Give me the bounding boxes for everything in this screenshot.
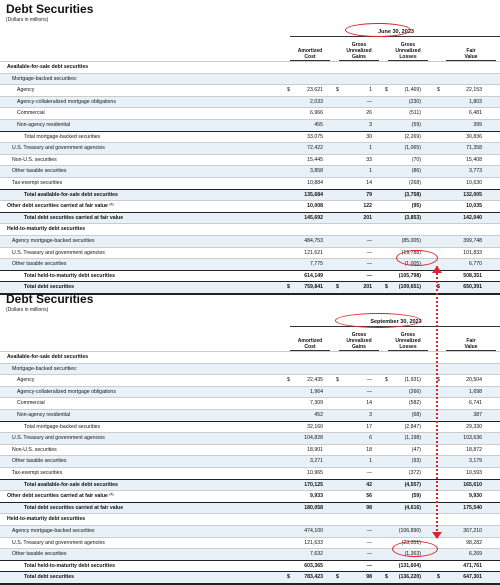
row-label: Total held-to-maturity debt securities (24, 272, 115, 279)
row-label: Total mortgage-backed securities (24, 423, 101, 430)
value-cell: 387 (473, 411, 482, 418)
value-cell: (93) (411, 458, 421, 465)
value-cell: (1,198) (404, 435, 421, 442)
table-row (0, 479, 500, 491)
dollar-sign: $ (437, 284, 440, 291)
row-label: Held-to-maturity debt securities (7, 516, 86, 523)
dollar-sign: $ (385, 377, 388, 384)
units-note: (Dollars in millions) (6, 307, 49, 313)
value-cell: (59) (411, 121, 421, 128)
row-label: Total available-for-sale debt securities (24, 481, 118, 488)
table-row (0, 96, 500, 108)
value-cell: (136,220) (398, 574, 421, 581)
table-row (0, 397, 500, 409)
value-cell: 6,269 (469, 551, 482, 558)
value-cell: 7,632 (310, 551, 323, 558)
value-cell: 3 (369, 121, 372, 128)
table-row (0, 548, 500, 560)
value-cell: 22,153 (466, 87, 482, 94)
table-row (0, 200, 500, 212)
value-cell: (1,065) (404, 145, 421, 152)
value-cell: 399,748 (463, 237, 482, 244)
value-cell: 26 (366, 110, 372, 117)
value-cell: 42 (366, 481, 372, 488)
value-cell: (47) (411, 446, 421, 453)
value-cell: (59) (411, 493, 421, 500)
row-label: Non-agency residential (17, 121, 71, 128)
value-cell: (511) (409, 110, 421, 117)
value-cell: 9,933 (310, 493, 323, 500)
units-note: (Dollars in millions) (6, 17, 49, 23)
row-label: U.S. Treasury and government agencies (12, 435, 105, 442)
value-cell: 3 (369, 411, 372, 418)
row-label: Total debt securities carried at fair value (24, 214, 124, 221)
value-cell: 6 (369, 435, 372, 442)
value-cell: — (366, 527, 372, 534)
value-cell: 17 (366, 423, 372, 430)
table-row (0, 223, 500, 235)
value-cell: 6,741 (469, 400, 482, 407)
table-row (0, 571, 500, 585)
table-row (0, 455, 500, 467)
section-title: Debt Securities (6, 2, 94, 16)
table-row (0, 177, 500, 189)
value-cell: 165,610 (463, 481, 482, 488)
value-cell: 647,301 (463, 574, 482, 581)
value-cell: 1 (369, 458, 372, 465)
dollar-sign: $ (336, 574, 339, 581)
dollar-sign: $ (287, 574, 290, 581)
row-label: Other taxable securities (12, 551, 67, 558)
value-cell: 18,901 (307, 446, 323, 453)
arrow-head-up-icon (432, 266, 442, 273)
column-heading: Gross Unrealized Gains (339, 38, 379, 61)
value-cell: 56 (366, 493, 372, 500)
value-cell: 30,836 (466, 133, 482, 140)
table-row (0, 513, 500, 525)
value-cell: 33,075 (307, 133, 323, 140)
row-label: Other taxable securities (12, 261, 67, 268)
value-cell: 98,282 (466, 539, 482, 546)
row-label: Non-agency residential (17, 411, 71, 418)
table-row (0, 258, 500, 270)
table-row (0, 107, 500, 119)
period-heading: September 30, 2023 (290, 318, 500, 327)
row-label: Agency (17, 377, 35, 384)
value-cell: 1 (369, 145, 372, 152)
value-cell: 452 (314, 411, 323, 418)
dollar-sign: $ (336, 377, 339, 384)
value-cell: (3,853) (404, 214, 421, 221)
period-heading: June 30, 2023 (290, 28, 500, 37)
value-cell: 1,698 (469, 388, 482, 395)
table-row (0, 409, 500, 421)
row-label: U.S. Treasury and government agencies (12, 145, 105, 152)
value-cell: 121,621 (304, 249, 323, 256)
value-cell: 1 (369, 168, 372, 175)
value-cell: 603,365 (304, 562, 323, 569)
value-cell: 175,540 (463, 504, 482, 511)
value-cell: (1,469) (404, 87, 421, 94)
value-cell: 3,271 (310, 458, 323, 465)
value-cell: — (366, 562, 372, 569)
row-label: Agency-collateralized mortgage obligations (17, 98, 116, 105)
column-heading: Gross Unrealized Gains (339, 328, 379, 351)
row-label: Mortgage-backed securities: (12, 75, 78, 82)
value-cell: — (366, 261, 372, 268)
table-row (0, 374, 500, 386)
value-cell: 71,358 (466, 145, 482, 152)
value-cell: 29,330 (466, 423, 482, 430)
column-header (0, 315, 500, 351)
value-cell: (131,604) (398, 562, 421, 569)
value-cell: 98 (366, 574, 372, 581)
value-cell: (268) (408, 179, 421, 186)
section-title: Debt Securities (6, 292, 94, 306)
row-label: Other taxable securities (12, 458, 67, 465)
dollar-sign: $ (437, 377, 440, 384)
value-cell: (1,931) (404, 377, 421, 384)
value-cell: 10,630 (466, 179, 482, 186)
value-cell: — (366, 249, 372, 256)
value-cell: 6,770 (469, 261, 482, 268)
value-cell: 6,966 (310, 110, 323, 117)
value-cell: 20,504 (466, 377, 482, 384)
row-label: Held-to-maturity debt securities (7, 226, 86, 233)
value-cell: (109,651) (398, 284, 421, 291)
value-cell: 759,841 (304, 284, 323, 291)
debt-securities-table-september (0, 290, 500, 585)
value-cell: (106,890) (398, 527, 421, 534)
value-cell: 10,965 (307, 469, 323, 476)
value-cell: 18 (366, 446, 372, 453)
row-label: Other taxable securities (12, 168, 67, 175)
row-label: U.S. Treasury and government agencies (12, 249, 105, 256)
value-cell: 471,761 (463, 562, 482, 569)
value-cell: (230) (408, 98, 421, 105)
value-cell: 3,858 (310, 168, 323, 175)
value-cell: — (366, 272, 372, 279)
value-cell: 14 (366, 400, 372, 407)
value-cell: 650,391 (463, 284, 482, 291)
row-label: Tax-exempt securities (12, 179, 63, 186)
table-row (0, 537, 500, 549)
value-cell: 22,435 (307, 377, 323, 384)
row-label: Non-U.S. securities (12, 446, 57, 453)
value-cell: 3,773 (469, 168, 482, 175)
table-row (0, 119, 500, 131)
value-cell: (1,363) (404, 551, 421, 558)
value-cell: 1 (369, 87, 372, 94)
table-row (0, 247, 500, 259)
value-cell: — (366, 551, 372, 558)
value-cell: 23,621 (307, 87, 323, 94)
value-cell: 30 (366, 133, 372, 140)
value-cell: 103,636 (463, 435, 482, 442)
row-label: Total mortgage-backed securities (24, 133, 101, 140)
arrow-head-down-icon (432, 532, 442, 539)
value-cell: (372) (408, 469, 421, 476)
table-row (0, 235, 500, 247)
row-label: Tax-exempt securities (12, 469, 63, 476)
value-cell: (70) (411, 156, 421, 163)
value-cell: (582) (408, 400, 421, 407)
row-label: Agency mortgage-backed securities (12, 527, 95, 534)
table-row (0, 432, 500, 444)
table-row (0, 490, 500, 502)
row-label: Available-for-sale debt securities (7, 354, 89, 360)
value-cell: (1,005) (404, 261, 421, 268)
value-cell: 508,351 (463, 272, 482, 279)
value-cell: 145,692 (304, 214, 323, 221)
value-cell: 180,058 (304, 504, 323, 511)
dollar-sign: $ (437, 574, 440, 581)
value-cell: 32,160 (307, 423, 323, 430)
value-cell: 14 (366, 179, 372, 186)
table-row (0, 467, 500, 479)
value-cell: 135,684 (304, 191, 323, 198)
value-cell: (23,351) (401, 539, 421, 546)
row-label: Other debt securities carried at fair value ⁽¹⁾ (7, 493, 114, 500)
table-row (0, 189, 500, 201)
column-heading: Amortized Cost (290, 38, 330, 61)
value-cell: (266) (408, 388, 421, 395)
value-cell: (105,798) (398, 272, 421, 279)
value-cell: 367,210 (463, 527, 482, 534)
value-cell: 121,633 (304, 539, 323, 546)
value-cell: (4,557) (404, 481, 421, 488)
row-label: Total held-to-maturity debt securities (24, 562, 115, 569)
value-cell: — (366, 237, 372, 244)
dollar-sign: $ (437, 87, 440, 94)
value-cell: 201 (363, 214, 372, 221)
value-cell: — (366, 469, 372, 476)
column-heading: Fair Value (446, 328, 496, 351)
dollar-sign: $ (287, 284, 290, 291)
table-row (0, 363, 500, 375)
value-cell: 79 (366, 191, 372, 198)
dollar-sign: $ (336, 87, 339, 94)
dollar-sign: $ (385, 284, 388, 291)
table-row (0, 270, 500, 282)
column-heading: Gross Unrealized Losses (388, 38, 428, 61)
row-label: Agency mortgage-backed securities (12, 237, 95, 244)
value-cell: 2,033 (310, 98, 323, 105)
value-cell: — (366, 539, 372, 546)
table-row (0, 560, 500, 572)
value-cell: 783,423 (304, 574, 323, 581)
value-cell: 132,005 (463, 191, 482, 198)
value-cell: 614,149 (304, 272, 323, 279)
value-cell: 101,833 (463, 249, 482, 256)
column-heading: Gross Unrealized Losses (388, 328, 428, 351)
table-row (0, 351, 500, 363)
row-label: U.S. Treasury and government agencies (12, 539, 105, 546)
value-cell: 474,100 (304, 527, 323, 534)
value-cell: (4,616) (404, 504, 421, 511)
row-label: Mortgage-backed securities: (12, 365, 78, 372)
row-label: Total debt securities (24, 284, 75, 291)
value-cell: — (366, 388, 372, 395)
row-label: Non-U.S. securities (12, 156, 57, 163)
value-cell: 10,008 (307, 203, 323, 210)
value-cell: (95) (411, 203, 421, 210)
value-cell: 10,884 (307, 179, 323, 186)
row-label: Agency-collateralized mortgage obligations (17, 388, 116, 395)
row-label: Commercial (17, 400, 45, 407)
value-cell: 3,179 (469, 458, 482, 465)
value-cell: 455 (314, 121, 323, 128)
table-row (0, 444, 500, 456)
value-cell: 142,040 (463, 214, 482, 221)
table-row (0, 142, 500, 154)
table-row (0, 73, 500, 85)
value-cell: (3,758) (404, 191, 421, 198)
value-cell: 170,125 (304, 481, 323, 488)
value-cell: 15,445 (307, 156, 323, 163)
dollar-sign: $ (385, 87, 388, 94)
value-cell: 10,035 (466, 203, 482, 210)
row-label: Available-for-sale debt securities (7, 64, 89, 70)
table-row (0, 84, 500, 96)
table-row (0, 502, 500, 514)
value-cell: 10,593 (466, 469, 482, 476)
table-row (0, 386, 500, 398)
value-cell: 1,803 (469, 98, 482, 105)
column-heading: Amortized Cost (290, 328, 330, 351)
value-cell: (68) (411, 411, 421, 418)
table-row (0, 131, 500, 143)
value-cell: 122 (363, 203, 372, 210)
comparison-arrow (436, 266, 438, 538)
value-cell: 15,408 (466, 156, 482, 163)
value-cell: 72,422 (307, 145, 323, 152)
value-cell: (86) (411, 168, 421, 175)
value-cell: (19,788) (401, 249, 421, 256)
table-row (0, 165, 500, 177)
row-label: Agency (17, 87, 35, 94)
value-cell: 98 (366, 504, 372, 511)
value-cell: 18,872 (466, 446, 482, 453)
value-cell: (2,269) (404, 133, 421, 140)
value-cell: 33 (366, 156, 372, 163)
value-cell: 201 (363, 284, 372, 291)
row-label: Total debt securities carried at fair value (24, 504, 124, 511)
value-cell: (85,005) (401, 237, 421, 244)
value-cell: 484,753 (304, 237, 323, 244)
table-row (0, 154, 500, 166)
dollar-sign: $ (287, 377, 290, 384)
value-cell: 399 (473, 121, 482, 128)
value-cell: 1,964 (310, 388, 323, 395)
dollar-sign: $ (336, 284, 339, 291)
value-cell: 6,481 (469, 110, 482, 117)
dollar-sign: $ (385, 574, 388, 581)
row-label: Total available-for-sale debt securities (24, 191, 118, 198)
table-row (0, 212, 500, 224)
value-cell: 7,309 (310, 400, 323, 407)
value-cell: — (366, 98, 372, 105)
column-header (0, 25, 500, 61)
row-label: Other debt securities carried at fair value ⁽¹⁾ (7, 203, 114, 210)
row-label: Total debt securities (24, 574, 75, 581)
value-cell: (2,847) (404, 423, 421, 430)
value-cell: 9,930 (469, 493, 482, 500)
table-row (0, 525, 500, 537)
value-cell: 104,828 (304, 435, 323, 442)
row-label: Commercial (17, 110, 45, 117)
value-cell: — (366, 377, 372, 384)
value-cell: 7,775 (310, 261, 323, 268)
table-row (0, 421, 500, 433)
dollar-sign: $ (287, 87, 290, 94)
table-row (0, 61, 500, 73)
column-heading: Fair Value (446, 38, 496, 61)
